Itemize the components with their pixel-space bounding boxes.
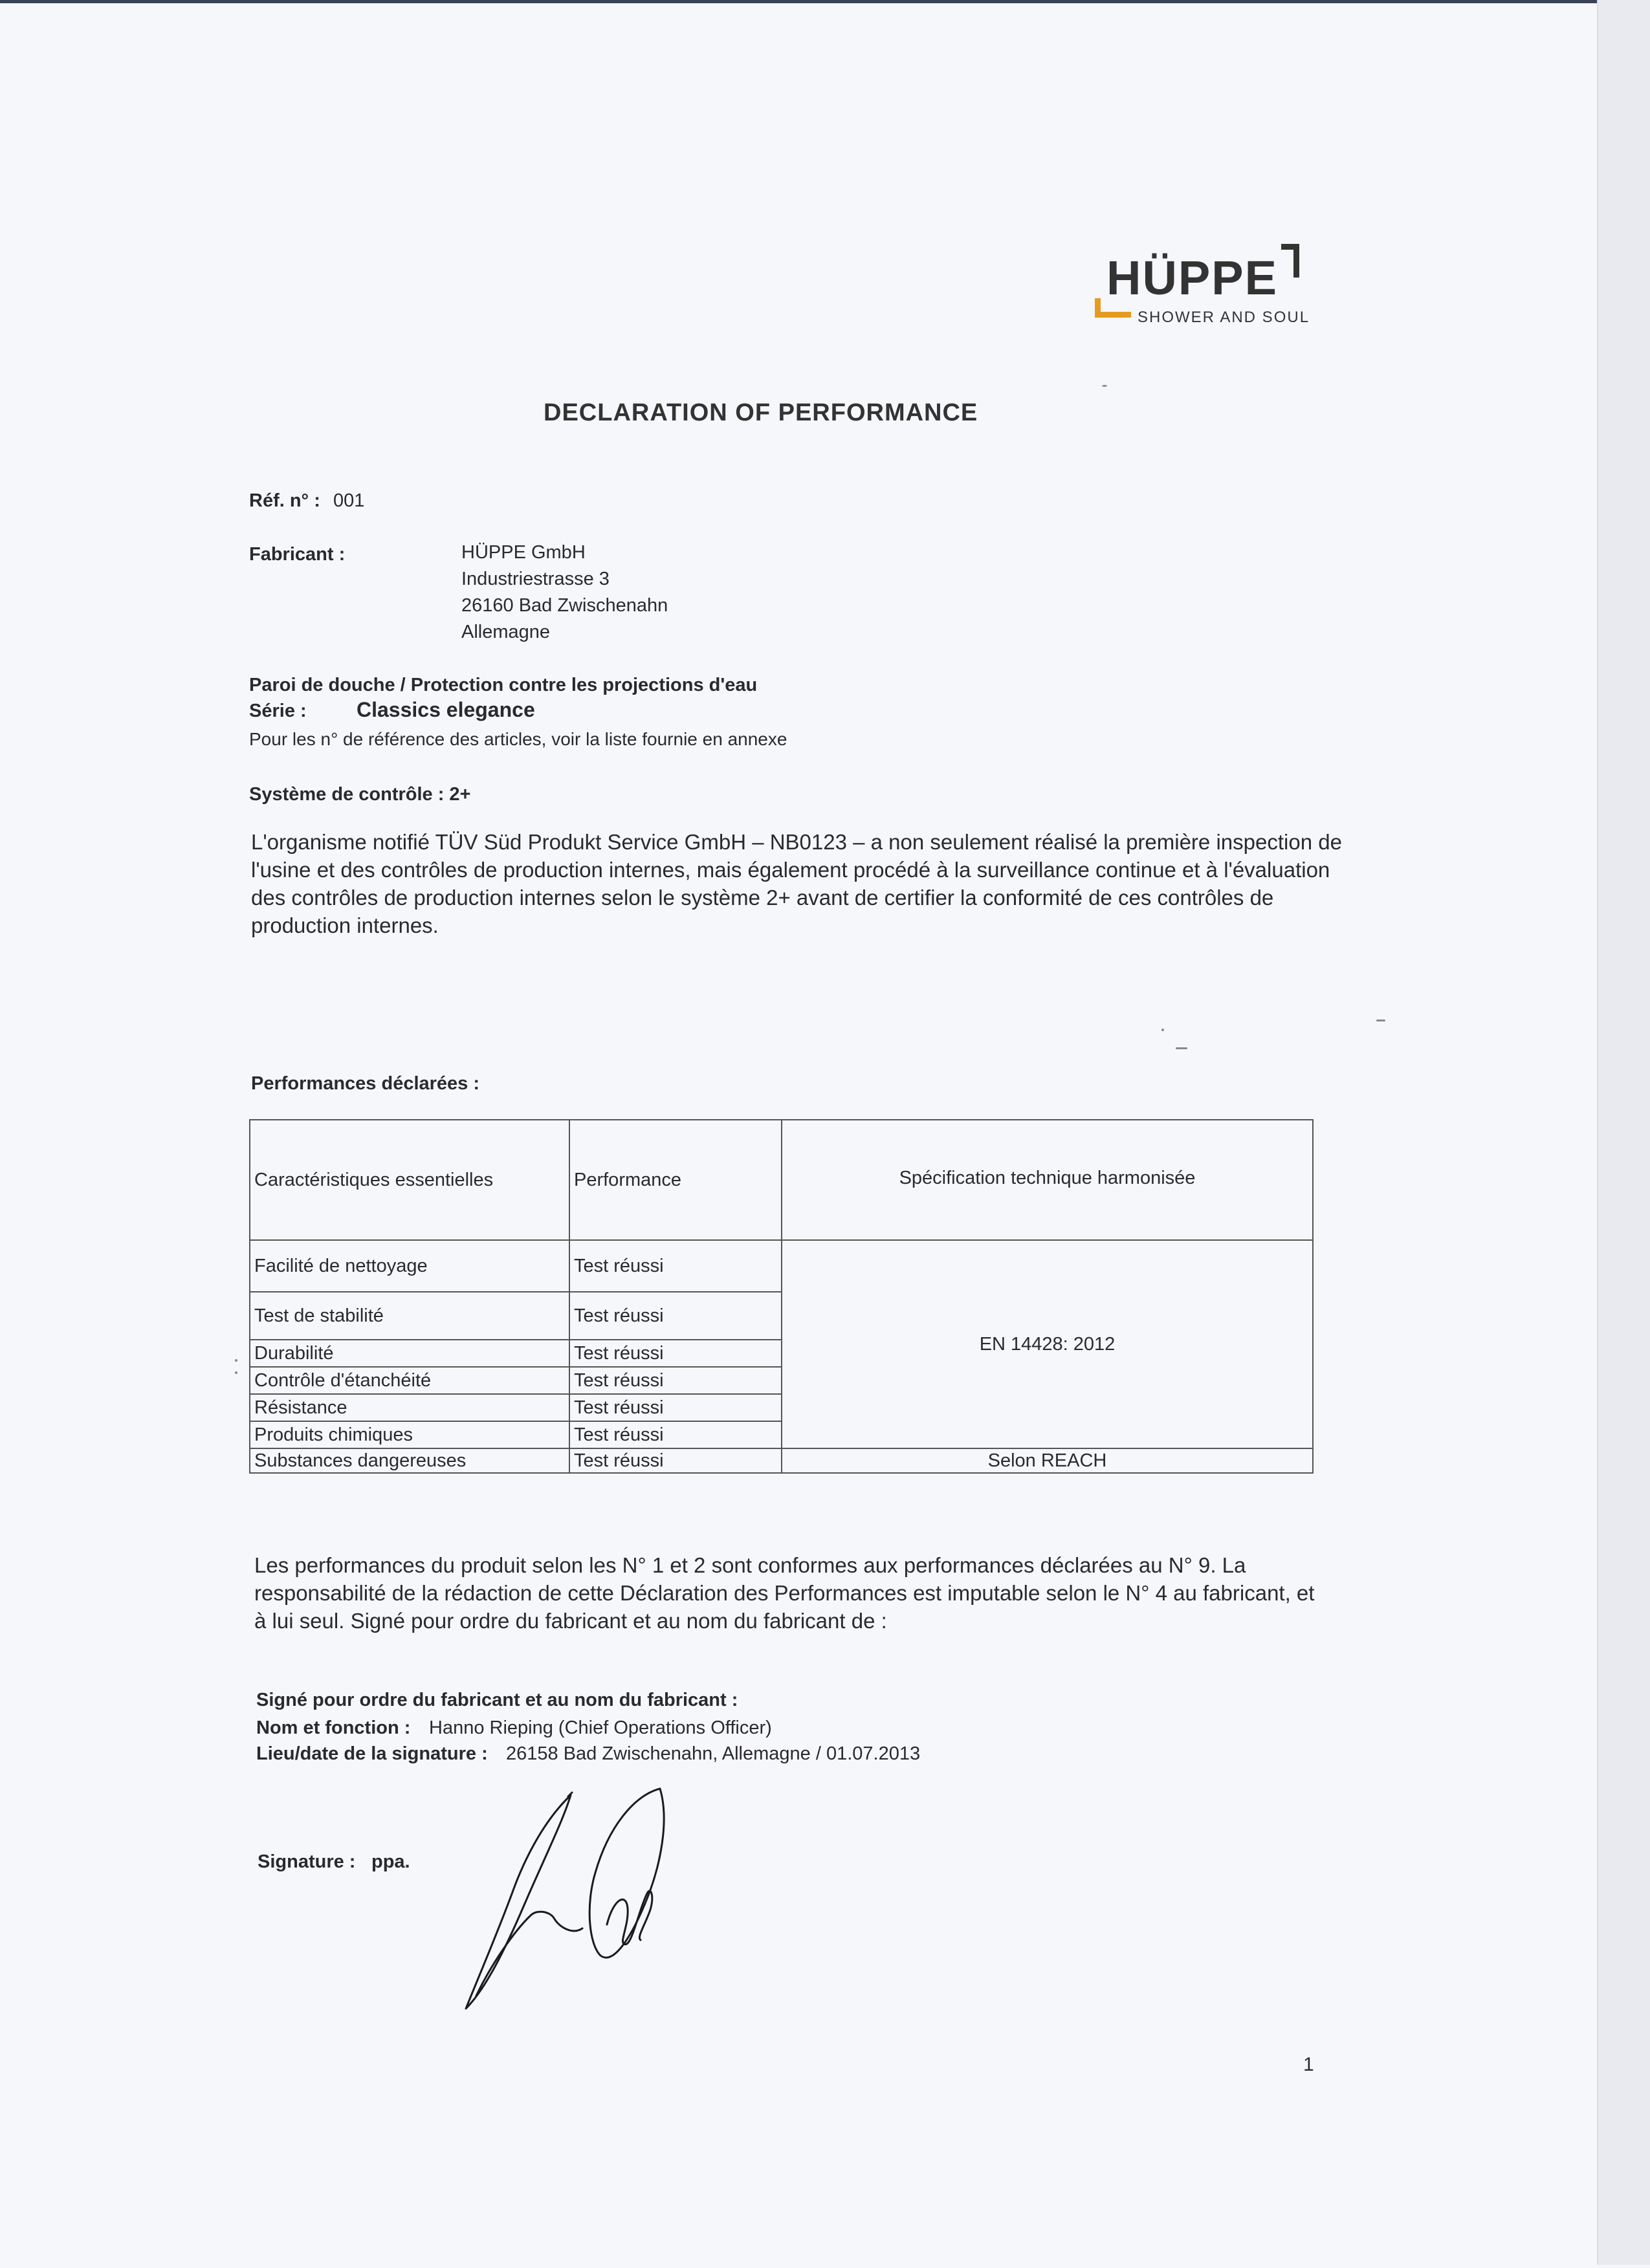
table-row-characteristic: Contrôle d'étanchéité (250, 1368, 570, 1395)
scan-speck (1161, 1029, 1164, 1031)
scan-speck (1376, 1020, 1385, 1021)
manufacturer-line: Allemagne (461, 622, 551, 642)
table-row-characteristic: Test de stabilité (250, 1292, 570, 1340)
table-row-characteristic: Facilité de nettoyage (250, 1241, 570, 1292)
table-row-performance: Test réussi (570, 1241, 782, 1292)
table-row-characteristic: Durabilité (250, 1340, 570, 1368)
signed-heading: Signé pour ordre du fabricant et au nom du fabricant : (256, 1690, 738, 1710)
table-header-cell: Performance (570, 1120, 782, 1241)
conformity-paragraph: Les performances du produit selon les N° 1 et 2 sont conformes aux performances déclarées au N° 9. La responsabilité de la rédaction de cette Déclaration des Performances est imputable selon le N° 4 au fabricant, et à lui seul. Signé pour ordre du fabricant et au nom du fabricant de : (254, 1553, 1315, 1633)
scan-edge-strip (1597, 0, 1650, 2265)
logo-wordmark: HÜPPE (1106, 251, 1278, 305)
manufacturer-line: HÜPPE GmbH (461, 542, 586, 563)
scan-speck (1102, 385, 1107, 387)
table-header-cell: Caractéristiques essentielles (250, 1120, 570, 1241)
page-number: 1 (1303, 2054, 1314, 2075)
ref-value: 001 (333, 490, 365, 511)
series-value: Classics elegance (357, 698, 535, 721)
performance-table (249, 1119, 1314, 1474)
logo-bracket-top-right (1281, 244, 1299, 278)
table-row-performance: Test réussi (570, 1340, 782, 1368)
place-label: Lieu/date de la signature : (256, 1743, 488, 1764)
scan-speck (235, 1371, 237, 1374)
table-row-performance: Test réussi (570, 1422, 782, 1449)
table-row-characteristic: Substances dangereuses (250, 1449, 570, 1472)
logo-tagline: SHOWER AND SOUL (1138, 309, 1310, 326)
manufacturer-line: 26160 Bad Zwischenahn (461, 595, 668, 616)
table-row-performance: Test réussi (570, 1395, 782, 1422)
table-row-performance: Test réussi (570, 1449, 782, 1472)
manufacturer-label: Fabricant : (249, 544, 346, 565)
series-label: Série : (249, 701, 307, 721)
huppe-logo (1087, 236, 1320, 333)
table-row-characteristic: Produits chimiques (250, 1422, 570, 1449)
table-spec-en14428: EN 14428: 2012 (782, 1241, 1312, 1449)
product-note: Pour les n° de référence des articles, voir la liste fournie en annexe (249, 729, 787, 749)
manufacturer-line: Industriestrasse 3 (461, 569, 610, 589)
table-row-characteristic: Résistance (250, 1395, 570, 1422)
place-value: 26158 Bad Zwischenahn, Allemagne / 01.07.2013 (506, 1743, 921, 1764)
signature-ppa: ppa. (371, 1851, 410, 1872)
control-system: Système de contrôle : 2+ (249, 784, 471, 805)
handwritten-signature-icon (453, 1782, 764, 2028)
table-header-cell: Spécification technique harmonisée (782, 1120, 1312, 1241)
ref-label: Réf. n° : (249, 490, 320, 511)
table-spec-reach: Selon REACH (987, 1450, 1107, 1471)
name-value: Hanno Rieping (Chief Operations Officer) (429, 1717, 772, 1738)
table-row-performance: Test réussi (570, 1292, 782, 1340)
document-title: DECLARATION OF PERFORMANCE (544, 399, 978, 426)
scan-speck (1176, 1047, 1187, 1049)
performances-heading: Performances déclarées : (251, 1073, 480, 1094)
name-label: Nom et fonction : (256, 1717, 411, 1738)
product-type: Paroi de douche / Protection contre les projections d'eau (249, 675, 758, 695)
scan-speck (235, 1359, 237, 1362)
table-row-performance: Test réussi (570, 1368, 782, 1395)
signature-label: Signature : (258, 1851, 356, 1872)
notified-body-paragraph: L'organisme notifié TÜV Süd Produkt Service GmbH – NB0123 – a non seulement réalisé la première inspection de l'usine et des contrôles de production internes, mais également procédé à la surveillance continue et à l'évaluation des contrôles de production internes selon le système 2+ avant de certifier la conformité de ces contrôles de production internes. (251, 830, 1342, 937)
